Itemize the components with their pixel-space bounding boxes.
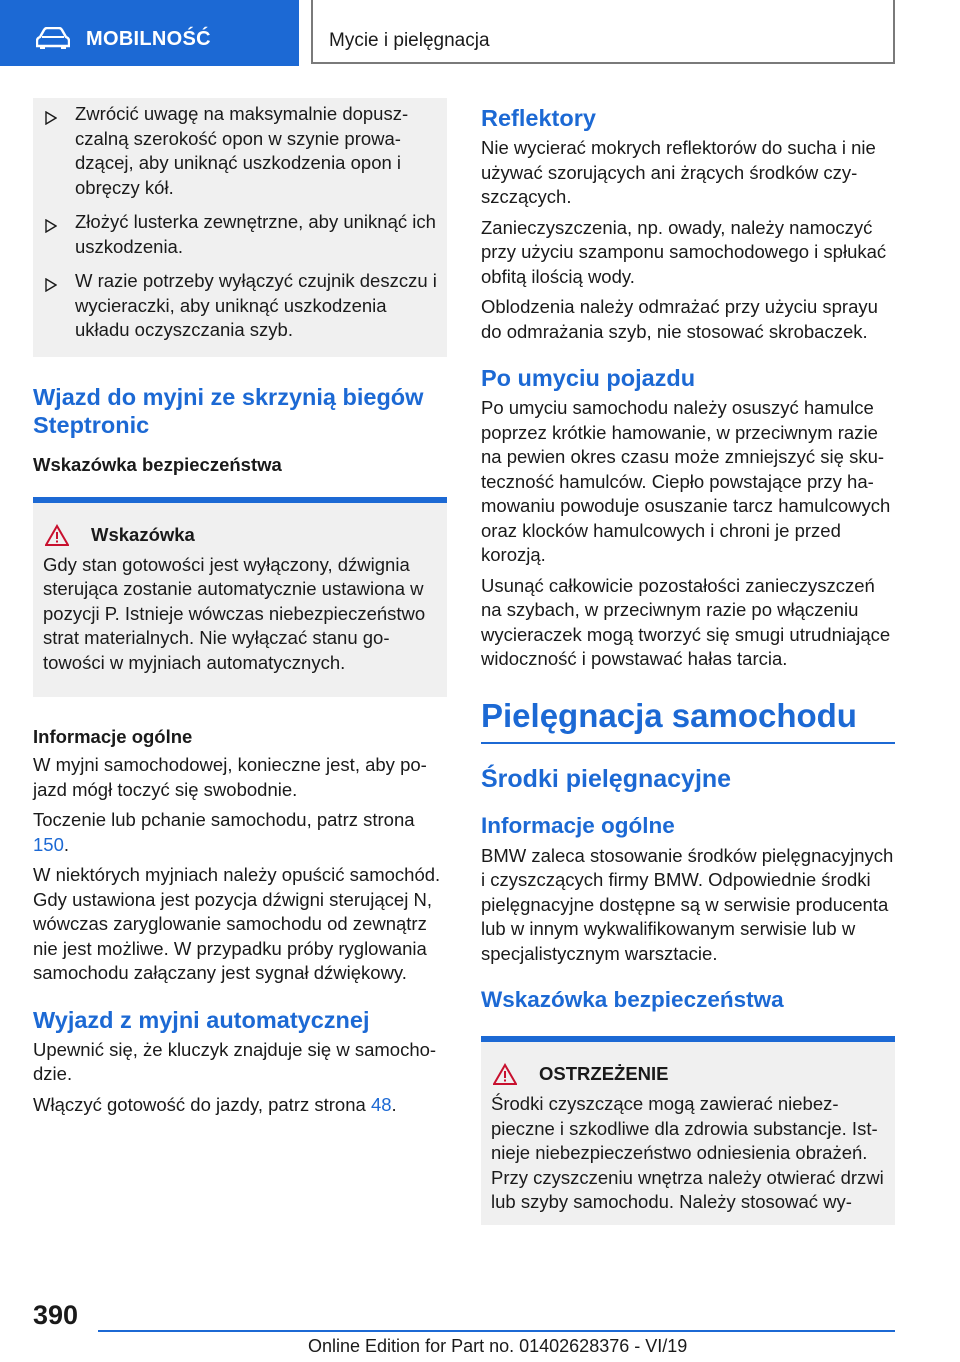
exit-heading: Wyjazd z myjni automatycznej: [33, 1006, 370, 1033]
paragraph: Usunąć całkowicie pozostałości zanieczyszczeń na szybach, w przeciwnym razie po włączeniu wycieraczek mogą tworzyć się smugi utrudniające widoczność i powstawać hałas tarcia.: [481, 574, 891, 669]
warning-triangle-icon: [45, 524, 69, 546]
headlights-heading: Reflektory: [481, 105, 596, 131]
triangle-bullet-icon: [45, 102, 75, 200]
list-item: [45, 269, 437, 343]
paragraph: [33, 808, 447, 857]
paragraph-text: .: [391, 1093, 397, 1115]
after-wash-heading: Po umyciu pojazdu: [481, 365, 696, 391]
paragraph-text: .: [63, 833, 70, 855]
warning-box: [481, 1036, 895, 1225]
paragraph: Po umyciu samochodu należy osuszyć hamulce poprzez krótkie hamowanie, w przeciwnym razie na pewien okres czasu może zmniejszyć się skuteczność hamulców. Ciepło powstające przy hamowaniu powoduje osuszanie tarcz hamulcowych oraz klocków hamulcowych i chroni je przed korozją.: [481, 397, 891, 565]
bullet-list: [33, 98, 447, 357]
warning-triangle-icon: [493, 1063, 517, 1085]
safety-label: Wskazówka bezpieczeństwa: [33, 453, 282, 475]
paragraph: BMW zaleca stosowanie środków pielęgnacyjnych i czyszczących firmy BMW. Odpowiednie środki pielęgnacyjne dostępne są w serwisie producenta lub w innym wykwalifikowanym serwisie lub w specjalistycznym warsztacie.: [481, 844, 894, 964]
paragraph: W niektórych myjniach należy opuścić samochód. Gdy ustawiona jest pozycja dźwigni sterującej N, wówczas zaryglowanie samochodu od zewnątrz nie jest możliwe. W przypadku próby ryglowania samochodu załączany jest sygnał dźwiękowy.: [33, 864, 441, 983]
page-link-150[interactable]: 150: [33, 833, 64, 855]
paragraph: W myjni samochodowej, konieczne jest, aby pojazd mógł toczyć się swobodnie.: [33, 754, 427, 800]
triangle-bullet-icon: [45, 269, 75, 343]
page-link-48[interactable]: 48: [370, 1093, 392, 1115]
section-label: MOBILNOŚĆ: [86, 28, 211, 50]
footer-divider: [98, 1330, 895, 1332]
list-item-text: Złożyć lusterka zewnętrzne, aby uniknąć ich uszkodzenia.: [75, 211, 436, 257]
left-column: [33, 100, 447, 1123]
warning-title: OSTRZEŻENIE: [539, 1063, 669, 1084]
list-item-text: W razie potrzeby wyłączyć czujnik deszczu i wycieraczki, aby uniknąć uszkodzenia układu oczyszczania szyb.: [75, 270, 437, 340]
paragraph: Upewnić się, że kluczyk znajduje się w samochodzie.: [33, 1038, 437, 1084]
list-item: [45, 102, 437, 200]
edition-text: Online Edition for Part no. 01402628376 - VI/19: [308, 1336, 688, 1356]
page-header: [0, 0, 960, 66]
page-footer: [0, 1290, 960, 1362]
warning-text: Środki czyszczące mogą zawierać niebezpieczne i szkodliwe dla zdrowia substancje. Istnieje niebezpieczeństwo odniesienia obrażeń. Przy czyszczeniu wnętrza należy otwierać drzwi lub szyby samochodu. Należy stosować wy-: [491, 1093, 884, 1212]
paragraph: Zanieczyszczenia, np. owady, należy namoczyć przy użyciu szamponu samochodowego i spłukać obfitą ilością wody.: [481, 216, 887, 287]
right-column: [481, 100, 895, 1225]
care-heading: Pielęgnacja samochodu: [481, 696, 895, 744]
safety-heading: Wskazówka bezpieczeństwa: [481, 987, 784, 1012]
notice-box: [33, 497, 447, 698]
chapter-title: Mycie i pielęgnacja: [329, 30, 490, 51]
paragraph: Nie wycierać mokrych reflektorów do sucha i nie używać szorujących ani żrących środków czyszczących.: [481, 137, 876, 207]
list-item: [45, 210, 437, 259]
page-number: 390: [33, 1300, 79, 1330]
paragraph: Oblodzenia należy odmrażać przy użyciu sprayu do odmrażania szyb, nie stosować skrobaczek.: [481, 296, 878, 342]
section-tab[interactable]: [0, 0, 299, 66]
general-label: Informacje ogólne: [33, 726, 193, 747]
steptronic-heading: Wjazd do myjni ze skrzynią biegów Steptronic: [33, 383, 424, 438]
paragraph: [33, 1093, 447, 1118]
notice-header: [43, 523, 437, 547]
car-icon: [36, 27, 70, 49]
list-item-text: Zwrócić uwagę na maksymalnie dopuszczalną szerokość opon w szynie prowadzącej, aby uniknąć uszkodzenia opon i obręczy kół.: [75, 103, 409, 198]
notice-text: Gdy stan gotowości jest wyłączony, dźwignia sterująca zostanie automatycznie ustawiona w pozycji P. Istnieje wówczas niebezpieczeństwo strat materialnych. Nie wyłączać stanu gotowości w myjniach automatycznych.: [43, 553, 426, 673]
warning-header: [491, 1062, 885, 1086]
products-heading: Środki pielęgnacyjne: [481, 764, 732, 793]
triangle-bullet-icon: [45, 210, 75, 259]
chapter-box: [311, 0, 895, 64]
notice-title: Wskazówka: [91, 523, 195, 545]
paragraph-text: Włączyć gotowość do jazdy, patrz strona: [33, 1093, 371, 1115]
general-heading: Informacje ogólne: [481, 812, 675, 838]
paragraph-text: Toczenie lub pchanie samochodu, patrz strona: [33, 809, 415, 830]
